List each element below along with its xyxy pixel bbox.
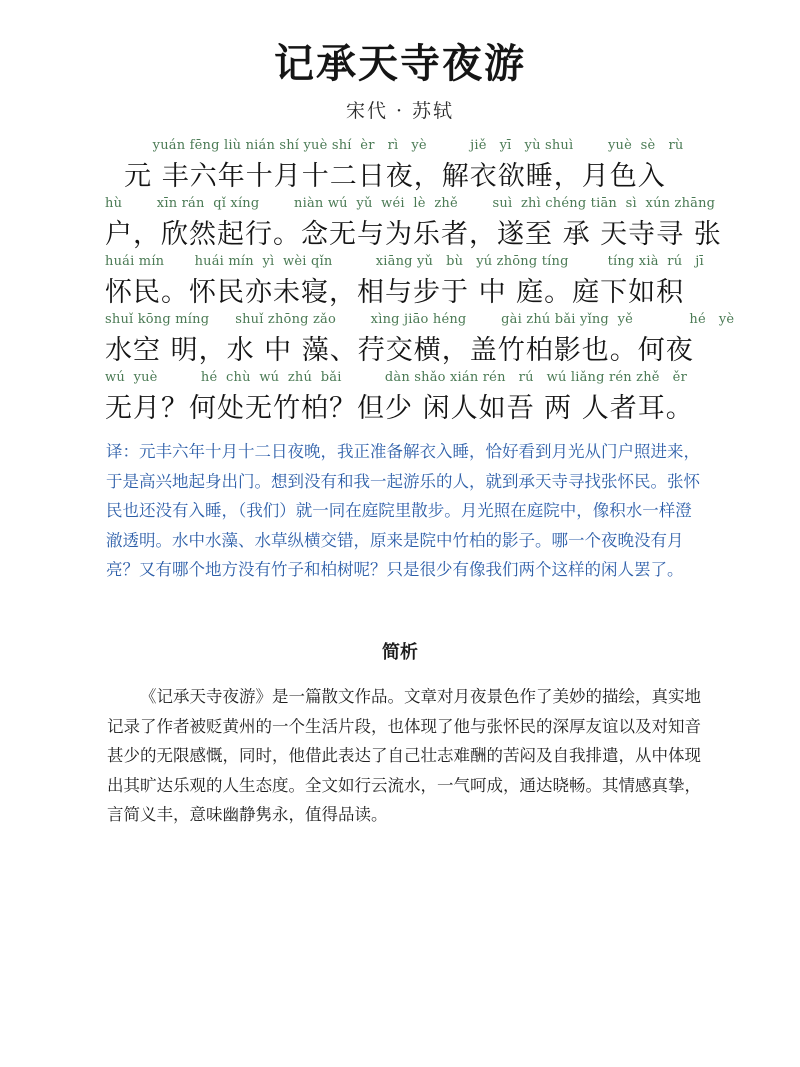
poem-text: 元 丰六年十月十二日夜，解衣欲睡，月色入 [105, 161, 666, 192]
poem-text: 水空 明，水 中 藻、荇交横，盖竹柏影也。何夜 [105, 335, 694, 366]
pinyin-annotation: hù xīn rán qǐ xíng niàn wú yǔ wéi lè zhě suì zhì chéng tiān sì xún zhāng [105, 196, 716, 211]
poem-line [105, 370, 705, 428]
poem-title: 记承天寺夜游 [274, 40, 526, 87]
analysis-heading: 简析 [382, 642, 418, 663]
analysis-paragraph: 《记承天寺夜游》是一篇散文作品。文章对月夜景色作了美妙的描绘，真实地记录了作者被贬黄州的一个生活片段，也体现了他与张怀民的深厚友谊以及对知音甚少的无限感慨，同时，他借此表达了自己壮志难酬的苦闷及自我排遣，从中体现出其旷达乐观的人生态度。全文如行云流水，一气呵成，通达晓畅。其情感真挚，言简义丰，意味幽静隽永，值得品读。 [107, 687, 701, 824]
pinyin-annotation: huái mín huái mín yì wèi qǐn xiāng yǔ bù yú zhōng tíng tíng xià rú jī [105, 254, 704, 269]
author-line: 宋代 · 苏轼 [345, 100, 455, 122]
poem-line [105, 196, 722, 254]
poem-line [105, 312, 735, 370]
poem-text: 怀民。怀民亦未寝，相与步于 中 庭。庭下如积 [105, 277, 685, 308]
pinyin-annotation: yuán fēng liù nián shí yuè shí èr rì yè jiě yī yù shuì yuè sè rù [105, 138, 684, 153]
pinyin-annotation: shuǐ kōng míng shuǐ zhōng zǎo xìng jiāo héng gài zhú bǎi yǐng yě hé yè [105, 312, 735, 327]
pinyin-annotation: wú yuè hé chù wú zhú bǎi dàn shǎo xián rén rú wú liǎng rén zhě ěr [105, 370, 687, 385]
poem-line [105, 254, 705, 312]
poem-text: 户，欣然起行。念无与为乐者，遂至 承 天寺寻 张 [105, 219, 722, 250]
poem-body [105, 138, 735, 428]
poem-line [105, 138, 705, 196]
translation-paragraph: 译：元丰六年十月十二日夜晚，我正准备解衣入睡，恰好看到月光从门户照进来，于是高兴地起身出门。想到没有和我一起游乐的人，就到承天寺寻找张怀民。张怀民也还没有入睡，（我们）就一同在庭院里散步。月光照在庭院中，像积水一样澄澈透明。水中水藻、水草纵横交错，原来是院中竹柏的影子。哪一个夜晚没有月亮？又有哪个地方没有竹子和柏树呢？只是很少有像我们两个这样的闲人罢了。 [106, 442, 700, 579]
poem-text: 无月？何处无竹柏？但少 闲人如吾 两 人者耳。 [105, 393, 694, 424]
